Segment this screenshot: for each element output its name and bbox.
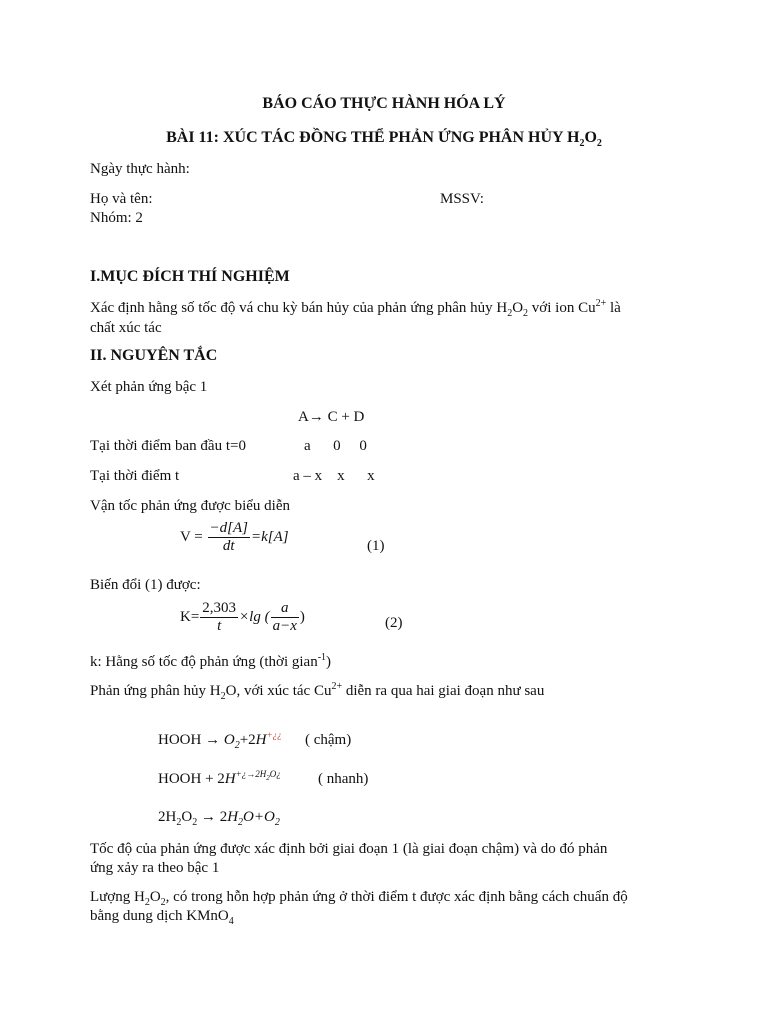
lesson-title: BÀI 11: XÚC TÁC ĐỒNG THỂ PHẢN ỨNG PHÂN HỦY $H_2O_2$ (166, 129, 602, 150)
student-id-label: MSSV: (440, 191, 484, 207)
rate-constant-definition: k: Hằng số tốc độ phản ứng (thời gian$^{-1}$) (90, 652, 332, 670)
time-t-values: a – x x x (293, 468, 375, 484)
rate-equation: V = $\frac{-d[A]}{dt}$ =k[A] (180, 520, 289, 554)
practice-date-label: Ngày thực hành: (90, 161, 190, 177)
step-1-slow-label: ( chậm) (305, 732, 352, 748)
rate-expression-text: Vận tốc phản ứng được biểu diễn (90, 498, 290, 514)
amount-line1: Lượng $H_2O_2$, có trong hỗn hợp phản ứng ở thời điểm t được xác định bằng cách chuẩn độ (90, 889, 628, 908)
decomposition-text: Phản ứng phân hủy $H_2O$, với xúc tác $Cu^{2+}$ diễn ra qua hai giai đoạn như sau (90, 681, 545, 702)
objective-text-line1: Xác định hằng số tốc độ vá chu kỳ bán hủy của phản ứng phân hủy $H_2O_2$ với ion $Cu^{2+}$ là (90, 298, 621, 319)
step-2-fast-label: ( nhanh) (318, 771, 369, 787)
conclusion-line2: ứng xảy ra theo bậc 1 (90, 860, 220, 876)
student-name-label: Họ và tên: (90, 191, 153, 207)
time-t-label: Tại thời điểm t (90, 468, 180, 484)
objective-text-line2: chất xúc tác (90, 320, 162, 336)
step-1-equation: HOOH → $O_2+2H^{+¿¿}$ (158, 730, 282, 751)
section-objective-heading: I.MỤC ĐÍCH THÍ NGHIỆM (90, 268, 290, 285)
conclusion-line1: Tốc độ của phản ứng được xác định bởi giai đoạn 1 (là giai đoạn chậm) và do đó phản (90, 841, 608, 857)
group-label: Nhóm: 2 (90, 210, 143, 226)
equation-1-number: (1) (367, 538, 385, 554)
transform-text: Biến đổi (1) được: (90, 577, 201, 593)
equation-2-number: (2) (385, 615, 403, 631)
report-title: BÁO CÁO THỰC HÀNH HÓA LÝ (262, 95, 506, 112)
step-2-equation: HOOH + $2H^{+¿\to 2H_2O¿}$ (158, 769, 281, 787)
section-principle-heading: II. NGUYÊN TẮC (90, 347, 218, 364)
initial-values: a 0 0 (304, 438, 367, 454)
first-order-text: Xét phản ứng bậc 1 (90, 379, 208, 395)
amount-line2: bằng dung dịch KMnO$_4$ (90, 908, 234, 927)
reaction-equation: A→ C + D (298, 409, 365, 425)
rate-constant-equation: K= $\frac{2,303}{t}$ ×lg ( $\frac{a}{a-x}$ ) (180, 600, 305, 634)
overall-equation: $2H_2O_2 \to 2H_2O+O_2$ (158, 809, 280, 828)
initial-time-label: Tại thời điểm ban đầu t=0 (90, 438, 246, 454)
